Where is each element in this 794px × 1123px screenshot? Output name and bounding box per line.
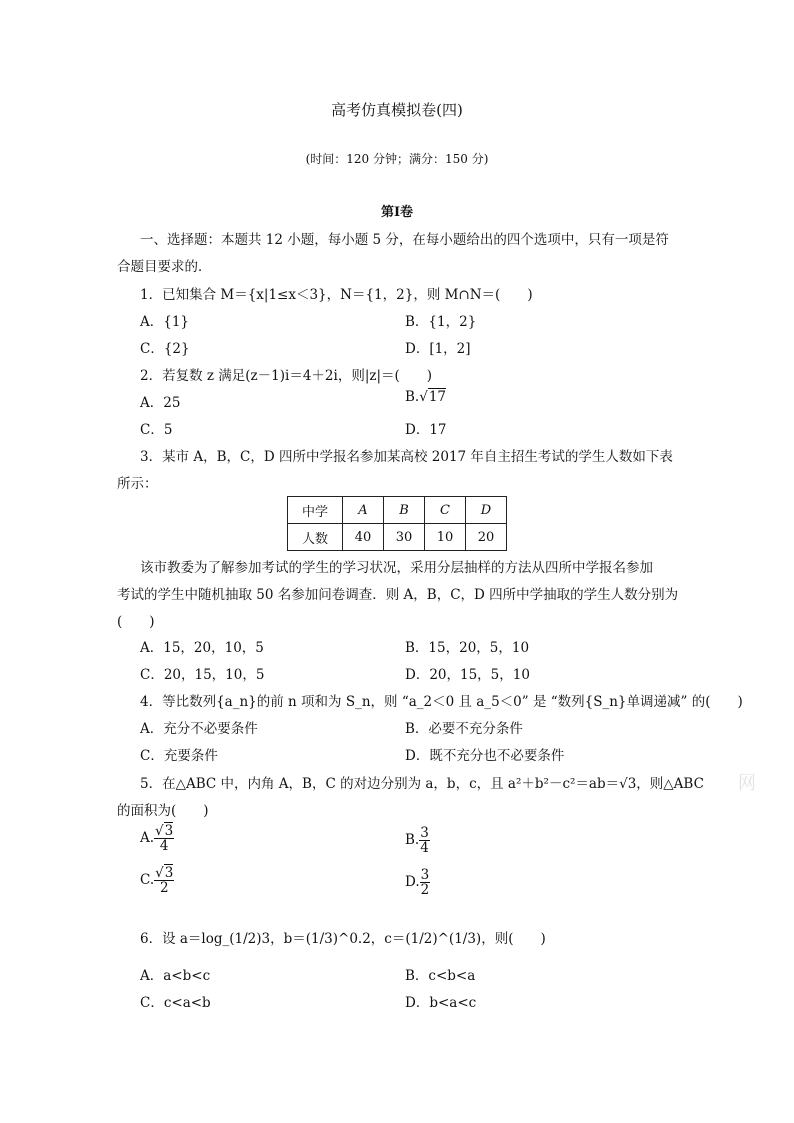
table-cell: 10 [425,524,466,551]
question-4-option-b: B．必要不充分条件 [405,721,523,737]
fraction [154,824,174,853]
sqrt-symbol: √ [419,389,428,405]
table-cell: 人数 [288,524,343,551]
question-3-stem-line-1: 3．某市 A，B，C，D 四所中学报名参加某高校 2017 年自主招生考试的学生人数如下表 [140,449,673,465]
question-4-stem: 4．等比数列{a_n}的前 n 项和为 S_n，则 “a_2＜0 且 a_5＜0” 是 “数列{S_n}单调递减” 的( ) [140,694,743,710]
option-b-prefix: B. [405,389,420,405]
table-header-cell: D [466,497,507,524]
table-header-cell: B [384,497,425,524]
question-1-stem: 1．已知集合 M＝{x|1≤x＜3}，N＝{1，2}，则 M∩N＝( ) [140,287,533,303]
radicand: 3 [164,823,174,839]
question-5-stem-line-1: 5．在△ABC 中，内角 A，B，C 的对边分别为 a，b，c，且 a²＋b²－c²＝ab＝√3，则△ABC [140,776,704,792]
question-2-stem: 2．若复数 z 满足(z－1)i＝4＋2i，则|z|＝( ) [140,368,433,384]
question-6-option-b: B．c<b<a [405,968,476,984]
watermark: 网 [738,773,756,794]
table-row [288,524,507,551]
radicand: 3 [164,865,174,881]
question-5-option-a [140,824,174,853]
question-5-option-b [405,826,430,855]
question-2-option-c: C．5 [140,422,173,438]
radicand: 17 [428,389,447,405]
question-3-stem-line-5: ( ) [117,614,155,630]
option-b-prefix: B. [405,832,420,849]
exam-info: (时间：120 分钟；满分：150 分) [305,152,489,166]
question-3-stem-line-3: 该市教委为了解参加考试的学生的学习状况，采用分层抽样的方法从四所中学报名参加 [140,560,653,576]
question-6-stem: 6．设 a＝log_(1/2)3，b＝(1/3)^0.2，c＝(1/2)^(1/3)，则( ) [140,931,546,947]
question-3-option-a: A．15，20，10，5 [140,640,264,656]
question-6-option-c: C．c<a<b [140,995,211,1011]
fraction [420,868,431,897]
fraction [419,826,430,855]
enrollment-table [287,496,507,551]
numerator: √3 [155,823,174,839]
table-cell: 40 [343,524,384,551]
question-1-option-a: A．{1} [140,314,190,330]
table-cell: 20 [466,524,507,551]
question-6-option-d: D．b<a<c [405,995,477,1011]
table-header-cell: A [343,497,384,524]
part-heading: 第Ⅰ卷 [380,205,414,220]
question-1-option-c: C．{2} [140,341,190,357]
numerator: 3 [420,867,430,883]
question-2-option-b [405,389,446,405]
table-cell: 30 [384,524,425,551]
section-instruction-line-1: 一、选择题：本题共 12 小题，每小题 5 分，在每小题给出的四个选项中，只有一项是符 [140,232,669,248]
option-c-prefix: C. [140,872,155,889]
question-1-option-b: B．{1，2} [405,314,477,330]
question-2-option-a: A．25 [140,395,181,411]
denominator: 4 [159,838,169,855]
question-3-option-c: C．20，15，10，5 [140,667,265,683]
table-row [288,497,507,524]
question-4-option-a: A．充分不必要条件 [140,721,258,737]
question-3-option-b: B．15，20，5，10 [405,640,530,656]
option-a-prefix: A. [140,830,155,847]
table-header-cell: 中学 [288,497,343,524]
question-5-option-d [405,868,430,897]
question-4-option-d: D．既不充分也不必要条件 [405,748,565,764]
page-title: 高考仿真模拟卷(四) [331,101,463,119]
question-5-stem-line-2: 的面积为( ) [117,803,209,819]
fraction [154,866,174,895]
question-4-option-c: C．充要条件 [140,748,218,764]
table-header-cell: C [425,497,466,524]
question-3-stem-line-2: 所示： [117,476,158,492]
denominator: 2 [159,880,169,897]
option-d-prefix: D. [405,874,420,891]
question-3-stem-line-4: 考试的学生中随机抽取 50 名参加问卷调查．则 A，B，C，D 四所中学抽取的学生人数分别为 [117,587,679,603]
question-2-option-d: D．17 [405,422,447,438]
question-5-option-c [140,866,174,895]
numerator: 3 [420,825,429,841]
denominator: 4 [420,840,429,857]
numerator: √3 [155,865,174,881]
section-instruction-line-2: 合题目要求的． [117,259,212,275]
denominator: 2 [420,882,430,899]
question-6-option-a: A．a<b<c [140,968,211,984]
question-3-option-d: D．20，15，5，10 [405,667,530,683]
question-1-option-d: D．[1，2] [405,341,471,357]
